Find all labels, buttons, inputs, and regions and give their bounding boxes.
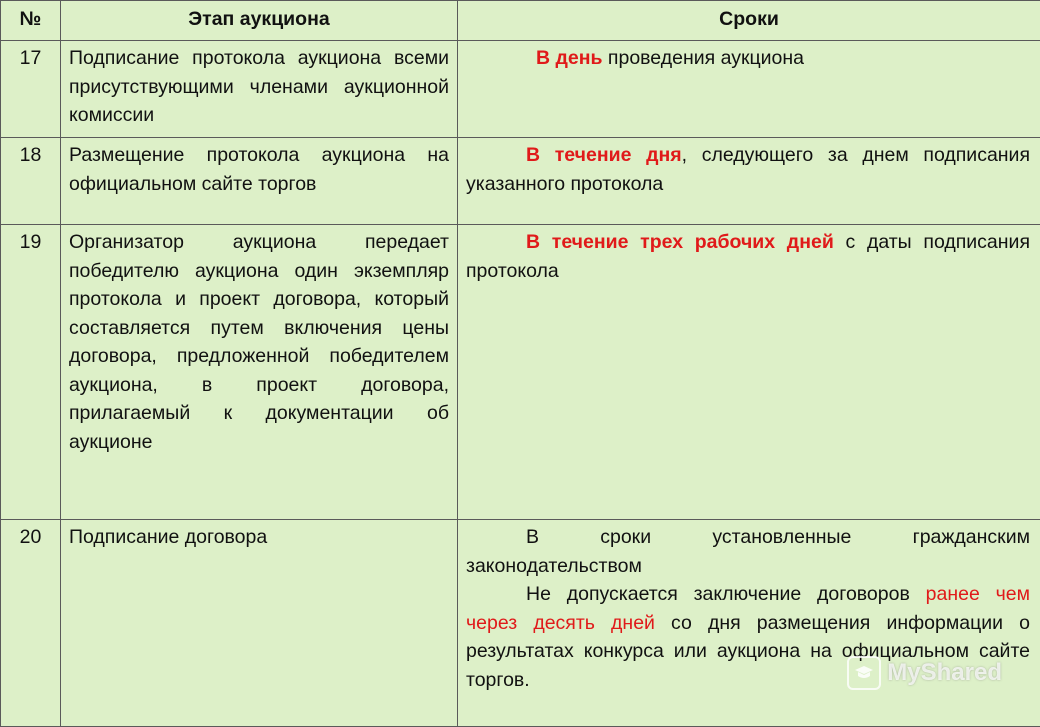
- term-cell: [458, 520, 1040, 727]
- stage-cell: Организатор аукциона передает победителю аукциона один экземпляр протокола и проект договора, который составляется путем включения цены договора, предложенной победителем аукциона, в проект договора, прилагаемый к документации об аукционе: [61, 225, 458, 520]
- term-paragraph: [466, 523, 1030, 580]
- row-number: 20: [1, 520, 61, 727]
- term-text: с даты подписания протокола: [466, 231, 1030, 282]
- table-row: [1, 225, 1040, 520]
- header-stage: Этап аукциона: [61, 1, 458, 41]
- term-cell: [458, 225, 1040, 520]
- term-highlight: ранее чем через десять дней: [466, 583, 1030, 634]
- term-text: , следующего за днем подписания указанного протокола: [466, 144, 1030, 195]
- term-text: Не допускается заключение договоров: [526, 583, 926, 605]
- row-number: 18: [1, 138, 61, 225]
- table-header-row: [1, 1, 1040, 41]
- stage-cell: Подписание договора: [61, 520, 458, 727]
- watermark-text: MyShared: [887, 659, 1002, 687]
- row-number: 17: [1, 41, 61, 138]
- table-row: [1, 520, 1040, 727]
- term-highlight: В течение дня: [526, 144, 682, 166]
- term-cell: [458, 41, 1040, 138]
- term-text: со дня размещения информации о результатах конкурса или аукциона на официальном сайте торгов.: [466, 612, 1030, 691]
- term-text: проведения аукциона: [603, 47, 805, 69]
- table-row: [1, 41, 1040, 138]
- term-highlight: В течение трех рабочих дней: [526, 231, 834, 253]
- term-text: В сроки установленные гражданским законодательством: [466, 526, 1030, 577]
- stage-cell: Подписание протокола аукциона всеми присутствующими членами аукционной комиссии: [61, 41, 458, 138]
- header-number: №: [1, 1, 61, 41]
- mortarboard-icon: [847, 656, 881, 690]
- term-highlight: В день: [536, 47, 603, 69]
- watermark: [847, 656, 1002, 690]
- row-number: 19: [1, 225, 61, 520]
- table-row: [1, 138, 1040, 225]
- term-cell: [458, 138, 1040, 225]
- stage-cell: Размещение протокола аукциона на официальном сайте торгов: [61, 138, 458, 225]
- header-terms: Сроки: [458, 1, 1040, 41]
